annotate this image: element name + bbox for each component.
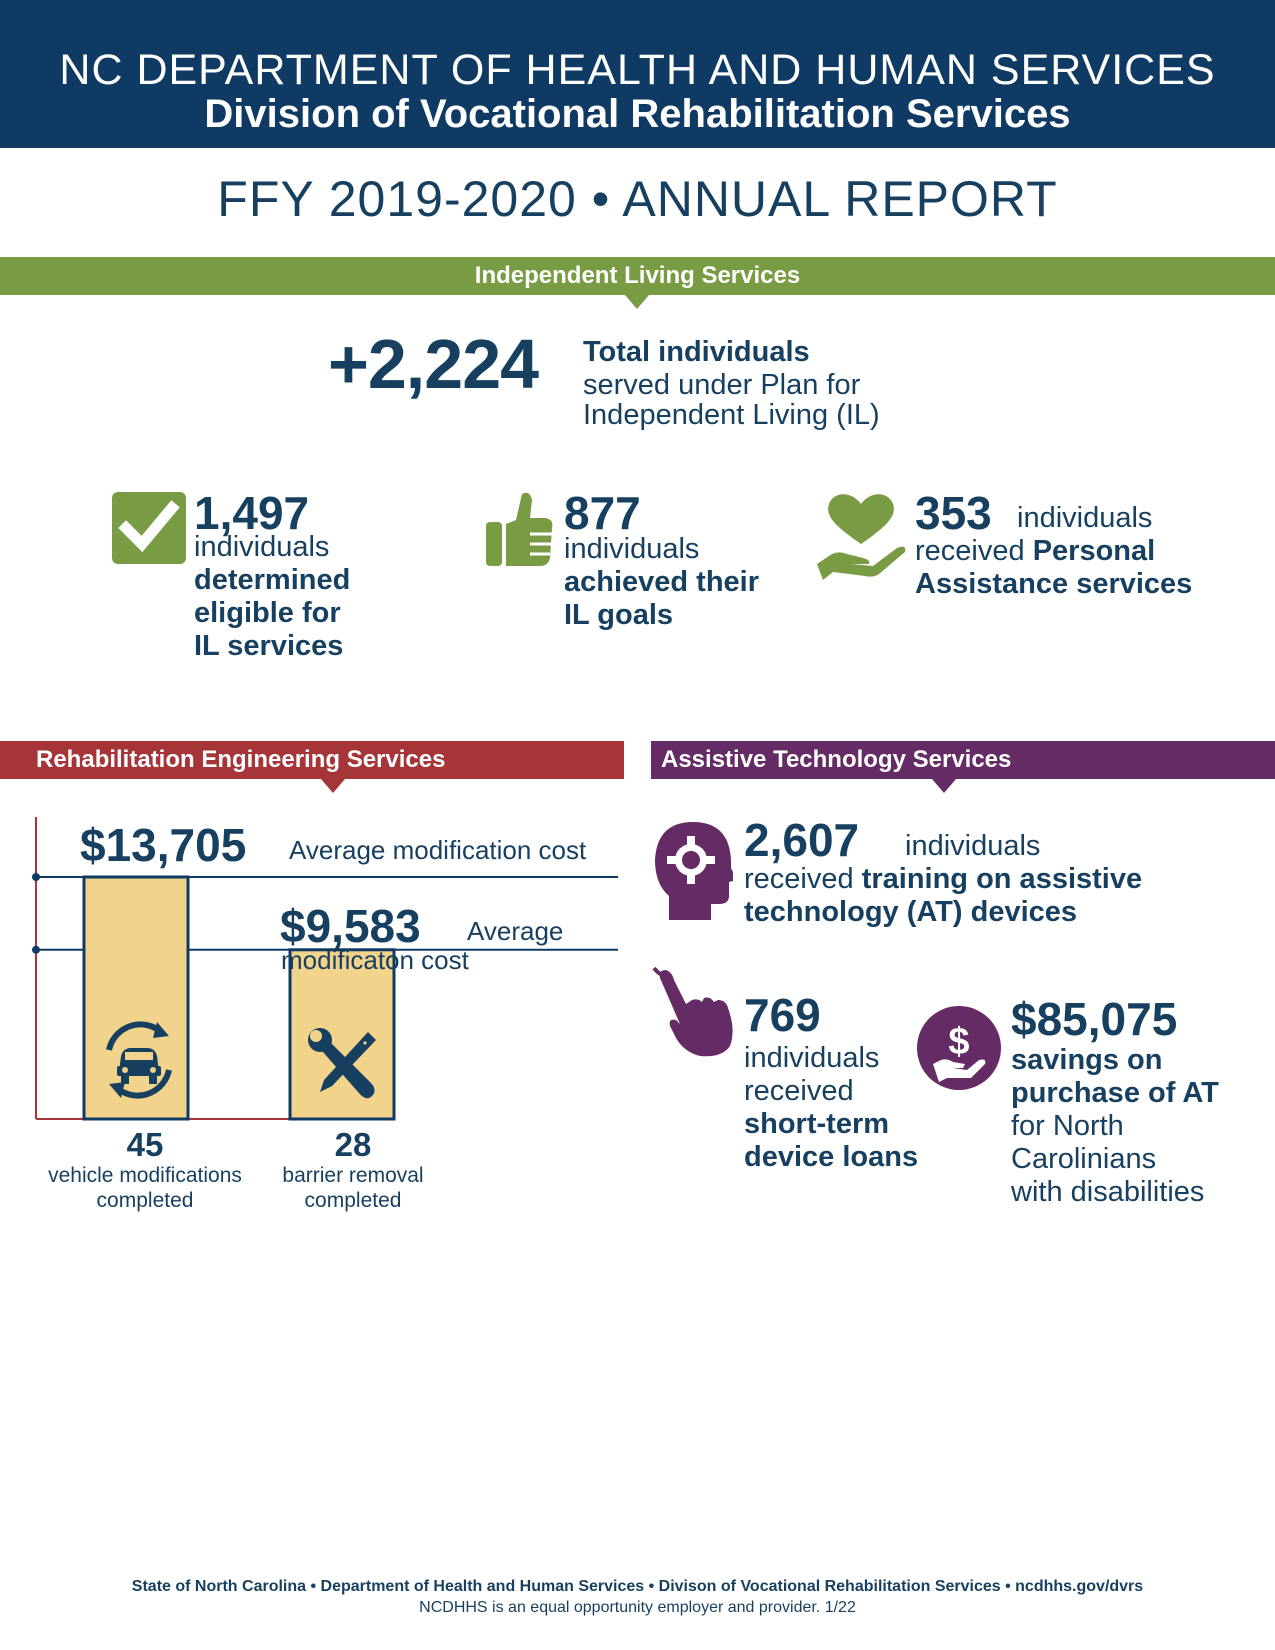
- tools-icon: [306, 1026, 382, 1102]
- barrier-cost-label-a: Average: [467, 916, 564, 946]
- assistive-tech-notch: [932, 779, 956, 793]
- savings-line2: Carolinians: [1011, 1143, 1157, 1175]
- head-gear-icon: [653, 820, 733, 920]
- il-total-line3: Independent Living (IL): [583, 399, 880, 431]
- svg-text:$: $: [948, 1021, 970, 1063]
- loans-line2: received: [744, 1075, 854, 1107]
- independent-living-notch: [625, 295, 649, 309]
- footer-line2: NCDHHS is an equal opportunity employer and provider. 1/22: [419, 1599, 856, 1616]
- eligible-value: 1,497: [194, 487, 310, 539]
- chart-value-dot-1: [32, 946, 40, 954]
- vehicle-line1: vehicle modifications: [48, 1164, 242, 1187]
- training-value: 2,607: [744, 814, 860, 866]
- il-total-value: +2,224: [328, 325, 539, 403]
- vehicle-count: 45: [126, 1126, 164, 1163]
- rehab-engineering-notch: [321, 779, 345, 793]
- goals-value: 877: [564, 487, 641, 539]
- car-cycle-icon: [95, 1016, 183, 1104]
- savings-value: $85,075: [1011, 993, 1178, 1045]
- assistive-tech-bar: Assistive Technology Services: [651, 741, 1275, 779]
- pointing-hand-icon: [648, 958, 736, 1058]
- loans-value: 769: [744, 989, 821, 1041]
- il-total-line2: served under Plan for: [583, 369, 861, 401]
- vehicle-cost-label: Average modification cost: [289, 835, 587, 865]
- independent-living-bar: Independent Living Services: [0, 257, 1275, 295]
- loans-bold1: short-term: [744, 1108, 890, 1140]
- goals-bold1: achieved their: [564, 566, 760, 598]
- barrier-line2: completed: [304, 1189, 402, 1212]
- report-title: FFY 2019-2020 • ANNUAL REPORT: [217, 171, 1058, 227]
- savings-bold2: purchase of AT: [1011, 1077, 1219, 1109]
- loans-bold2: device loans: [744, 1141, 919, 1173]
- training-bold2: technology (AT) devices: [744, 896, 1078, 928]
- eligible-line1: individuals: [194, 531, 330, 563]
- dollar-hand-icon: [917, 1006, 1001, 1090]
- goals-bold2: IL goals: [564, 599, 674, 631]
- personal-assist-value: 353: [915, 487, 992, 539]
- savings-line3: with disabilities: [1011, 1176, 1205, 1208]
- eligible-bold2: eligible for: [194, 597, 341, 629]
- loans-line1: individuals: [744, 1042, 880, 1074]
- il-total-line1: Total individuals: [583, 336, 810, 368]
- personal-assist-bold2: Assistance services: [915, 568, 1193, 600]
- eligible-bold1: determined: [194, 564, 351, 596]
- training-line1: received training on assistive: [744, 863, 1143, 895]
- rehab-engineering-bar: Rehabilitation Engineering Services: [0, 741, 624, 779]
- vehicle-cost-value: $13,705: [80, 819, 247, 871]
- thumbs-up-icon: [486, 490, 556, 570]
- checkbox-icon: [112, 492, 186, 564]
- header-banner: [0, 0, 1275, 148]
- vehicle-line2: completed: [96, 1189, 194, 1212]
- chart-value-dot-0: [32, 873, 40, 881]
- footer-line1: State of North Carolina • Department of Health and Human Services • Divison of Vocational Rehabilitation Services • ncdhhs.gov/dvrs: [131, 1578, 1144, 1595]
- barrier-cost-label-b: modificaton cost: [281, 945, 469, 975]
- savings-bold1: savings on: [1011, 1044, 1163, 1076]
- barrier-line1: barrier removal: [282, 1164, 424, 1187]
- department-title: NC DEPARTMENT OF HEALTH AND HUMAN SERVICES: [59, 46, 1216, 94]
- eligible-bold3: IL services: [194, 630, 344, 662]
- barrier-cost-value: $9,583: [280, 900, 421, 952]
- training-suffix: individuals: [905, 830, 1041, 862]
- personal-assist-pre: received Personal: [915, 535, 1156, 567]
- barrier-count: 28: [334, 1126, 372, 1163]
- personal-assist-suffix: individuals: [1017, 502, 1153, 534]
- heart-hand-icon: [815, 488, 909, 580]
- division-title: Division of Vocational Rehabilitation Services: [204, 92, 1071, 136]
- savings-line1: for North: [1011, 1110, 1124, 1142]
- goals-line1: individuals: [564, 533, 700, 565]
